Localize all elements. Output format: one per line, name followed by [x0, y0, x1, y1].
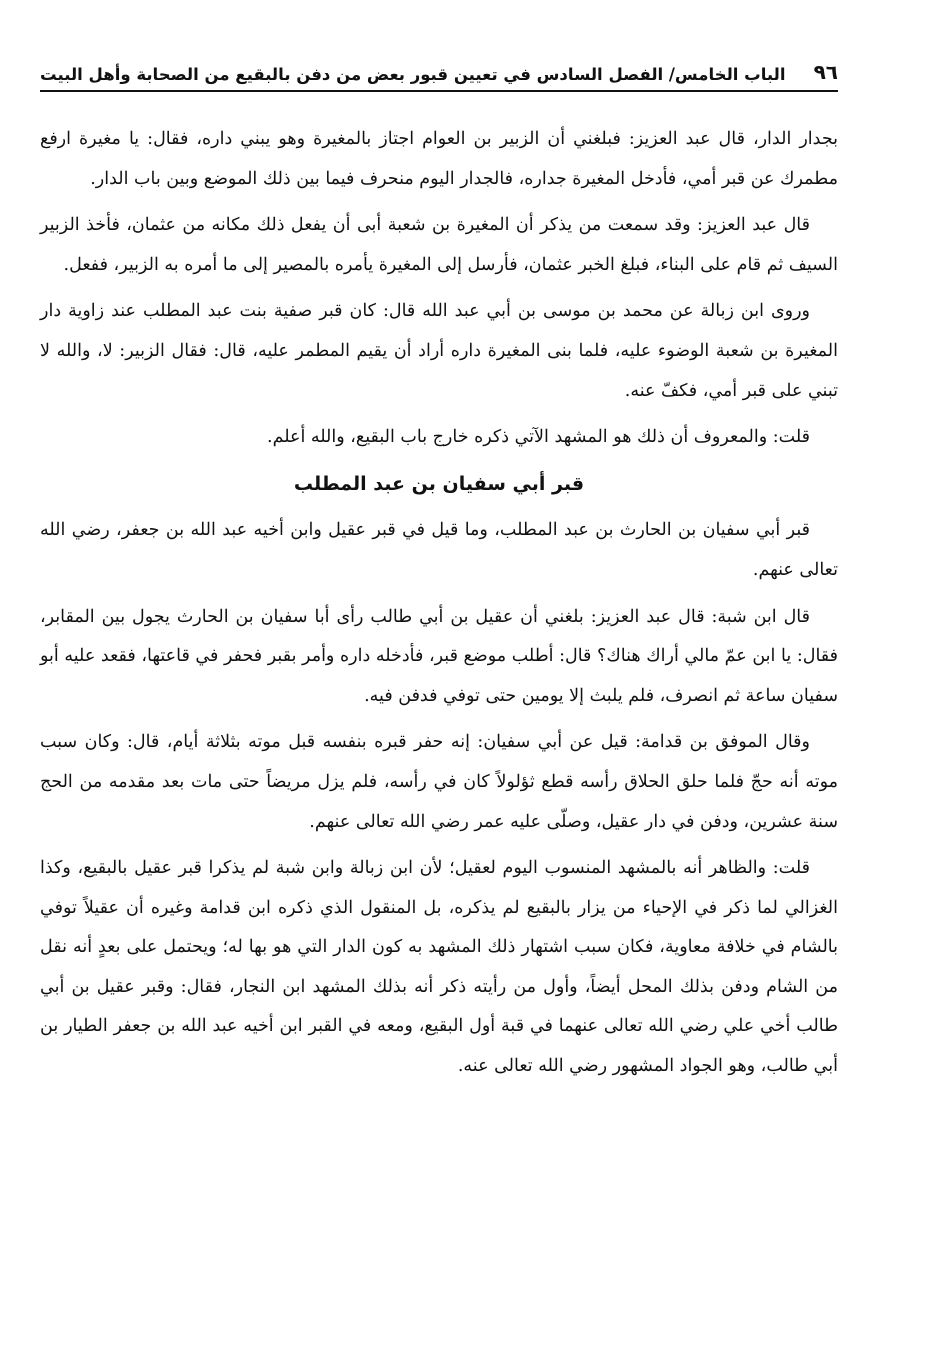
- section-heading: قبر أبي سفيان بن عبد المطلب: [293, 472, 585, 495]
- paragraph: وروى ابن زبالة عن محمد بن موسى بن أبي عبد الله قال: كان قبر صفية بنت عبد المطلب عند زاوية دار المغيرة بن شعبة الوضوء عليه، فلما بنى المغيرة داره أراد أن يقيم المطمر عليه، قال: فقال الزبير: لا، والله لا تبني على قبر أمي، فكفّ عنه.: [40, 301, 838, 401]
- page-body: [40, 120, 838, 1094]
- running-title: الباب الخامس/ الفصل السادس في تعيين قبور بعض من دفن بالبقيع من الصحابة وأهل البيت: [40, 65, 786, 84]
- page-number: ٩٦: [813, 60, 838, 84]
- page-header: [40, 52, 838, 92]
- paragraph: قلت: والظاهر أنه بالمشهد المنسوب اليوم لعقيل؛ لأن ابن زبالة وابن شبة لم يذكرا قبر عقيل بالبقيع، وكذا الغزالي لما ذكر في الإحياء من يزار بالبقيع لم يذكره، بل المنقول الذي ذكره ابن قدامة وغيره أن عقيلاً توفي بالشام في خلافة معاوية، فكان سبب اشتهار ذلك المشهد به كون الدار التي هو بها له؛ ويحتمل على بعدٍ أنه نقل من الشام ودفن بذلك المحل أيضاً، وأول من رأيته ذكر أنه بذلك المشهد ابن النجار، فقال: وقبر عقيل بن أبي طالب أخي علي رضي الله تعالى عنهما في قبة أول البقيع، ومعه في القبر ابن أخيه عبد الله بن جعفر الطيار بن أبي طالب، وهو الجواد المشهور رضي الله تعالى عنه.: [40, 858, 838, 1077]
- paragraph: بجدار الدار، قال عبد العزيز: فبلغني أن الزبير بن العوام اجتاز بالمغيرة وهو يبني داره، فقال: يا مغيرة ارفع مطمرك عن قبر أمي، فأدخل المغيرة جداره، فالجدار اليوم منحرف فيما بين ذلك الموضع وبين باب الدار.: [40, 129, 838, 189]
- paragraph: قال عبد العزيز: وقد سمعت من يذكر أن المغيرة بن شعبة أبى أن يفعل ذلك مكانه من عثمان، فأخذ الزبير السيف ثم قام على البناء، فبلغ الخبر عثمان، فأرسل إلى المغيرة يأمره بالمصير إلى ما أمره به الزبير، ففعل.: [40, 215, 838, 275]
- paragraph: قال ابن شبة: قال عبد العزيز: بلغني أن عقيل بن أبي طالب رأى أبا سفيان بن الحارث يجول بين المقابر، فقال: يا ابن عمّ مالي أراك هناك؟ قال: أطلب موضع قبر، فأدخله داره وأمر بقبر فحفر في قاعتها، فقعد عليه أبو سفيان ساعة ثم انصرف، فلم يلبث إلا يومين حتى توفي فدفن فيه.: [40, 606, 838, 706]
- paragraph: قبر أبي سفيان بن الحارث بن عبد المطلب، وما قيل في قبر عقيل وابن أخيه عبد الله بن جعفر، رضي الله تعالى عنهم.: [40, 520, 838, 580]
- paragraph: وقال الموفق بن قدامة: قيل عن أبي سفيان: إنه حفر قبره بنفسه قبل موته بثلاثة أيام، قال: وكان سبب موته أنه حجّ فلما حلق الحلاق رأسه قطع ثؤلولاً كان في رأسه، فلم يزل مريضاً حتى مات بعد مقدمه من الحج سنة عشرين، ودفن في دار عقيل، وصلّى عليه عمر رضي الله تعالى عنهم.: [40, 732, 838, 832]
- paragraph: قلت: والمعروف أن ذلك هو المشهد الآتي ذكره خارج باب البقيع، والله أعلم.: [267, 427, 810, 448]
